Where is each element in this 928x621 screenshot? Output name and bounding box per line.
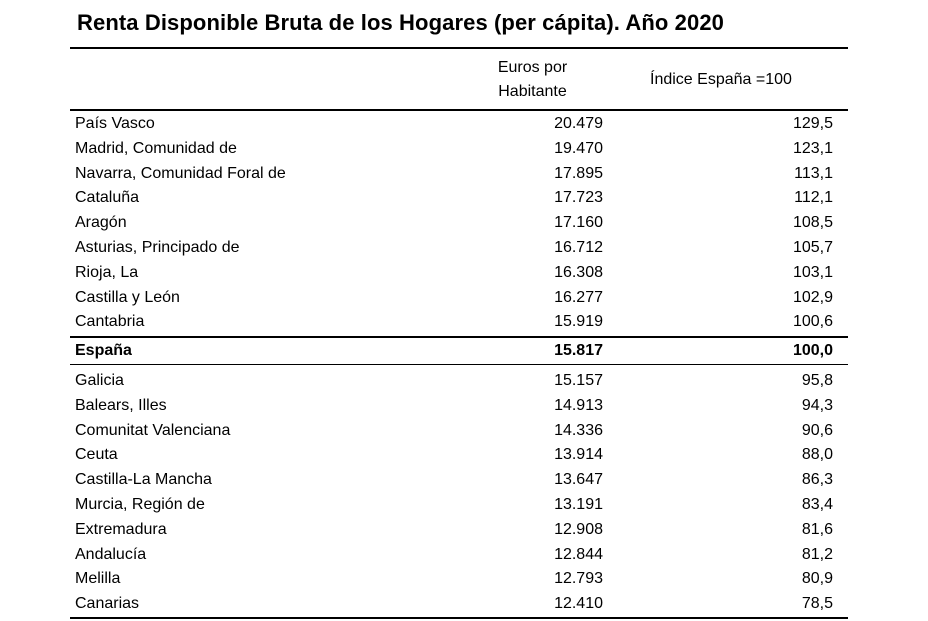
row-index: 112,1: [794, 189, 833, 207]
row-name: Balears, Illes: [75, 396, 167, 414]
row-euros: 15.817: [554, 342, 603, 359]
table-bottom-rule: [70, 617, 848, 619]
row-index: 83,4: [801, 496, 833, 513]
table-row: [70, 261, 848, 286]
total-rule-bottom: [70, 364, 848, 365]
row-index: 103,1: [792, 263, 833, 281]
row-index: 90,6: [801, 421, 833, 439]
row-name: País Vasco: [75, 115, 155, 132]
row-index: 108,5: [792, 214, 833, 232]
table-row: [70, 162, 848, 187]
table-row: [70, 369, 848, 394]
table-row: [70, 186, 848, 211]
row-index: 129,5: [792, 115, 833, 132]
table-row: [70, 468, 848, 493]
row-index: 95,8: [801, 372, 833, 389]
row-name: Extremadura: [75, 520, 167, 538]
header-rule: [70, 109, 848, 111]
row-index: 113,1: [794, 164, 833, 182]
row-name: Ceuta: [75, 446, 118, 464]
table-row: [70, 592, 848, 617]
row-name: Madrid, Comunidad de: [75, 139, 237, 157]
row-index: 81,6: [801, 520, 833, 538]
row-euros: 17.160: [554, 214, 603, 232]
row-euros: 12.908: [554, 520, 603, 538]
row-name: Murcia, Región de: [75, 496, 205, 513]
row-euros: 12.410: [554, 595, 603, 613]
row-name: Galicia: [75, 372, 124, 389]
row-euros: 14.336: [554, 421, 603, 439]
table-row: [70, 310, 848, 335]
row-index: 105,7: [792, 239, 833, 256]
row-euros: 16.277: [554, 288, 603, 306]
row-name: Andalucía: [75, 545, 147, 563]
header-euros-line2: Habitante: [498, 83, 567, 100]
row-index: 100,6: [792, 313, 833, 331]
header-index: Índice España =100: [650, 71, 792, 88]
row-name: Castilla-La Mancha: [75, 471, 212, 489]
row-euros: 19.470: [554, 139, 603, 157]
row-index: 78,5: [801, 595, 833, 613]
title-rule: [70, 47, 848, 49]
row-euros: 16.308: [554, 263, 603, 281]
row-index: 86,3: [801, 471, 833, 489]
table-row: [70, 286, 848, 311]
table-row: [70, 112, 848, 137]
table-row: [70, 443, 848, 468]
row-name: Comunitat Valenciana: [75, 421, 231, 439]
row-index: 102,9: [792, 288, 833, 306]
row-name: Canarias: [75, 595, 140, 613]
row-euros: 13.191: [554, 496, 603, 513]
row-euros: 13.647: [554, 471, 603, 489]
row-index: 94,3: [801, 396, 833, 414]
table-row: [70, 394, 848, 419]
row-index: 80,9: [801, 570, 833, 588]
row-index: 88,0: [801, 446, 833, 464]
table-row: [70, 211, 848, 236]
row-euros: 12.844: [554, 545, 603, 563]
row-index: 81,2: [801, 545, 833, 563]
row-index: 100,0: [792, 342, 833, 359]
row-euros: 16.712: [554, 239, 603, 256]
row-name: Cantabria: [75, 313, 145, 331]
row-name: Asturias, Principado de: [75, 239, 240, 256]
row-euros: 17.895: [554, 164, 603, 182]
row-name: Navarra, Comunidad Foral de: [75, 164, 286, 182]
table-row: [70, 236, 848, 261]
table-row: [70, 493, 848, 518]
table-row: [70, 543, 848, 568]
page-title: Renta Disponible Bruta de los Hogares (per cápita). Año 2020: [77, 10, 724, 35]
row-name: Cataluña: [75, 189, 140, 207]
row-euros: 20.479: [554, 115, 603, 132]
row-name: Aragón: [75, 214, 127, 232]
table-row-total: [70, 339, 848, 364]
row-euros: 15.157: [554, 372, 603, 389]
row-euros: 13.914: [554, 446, 603, 464]
row-name: Melilla: [75, 570, 121, 588]
header-euros: [480, 56, 585, 104]
total-rule-top: [70, 336, 848, 338]
row-index: 123,1: [792, 139, 833, 157]
row-euros: 14.913: [554, 396, 603, 414]
row-name: Castilla y León: [75, 288, 180, 306]
table-row: [70, 419, 848, 444]
header-euros-line1: Euros por: [497, 59, 568, 76]
row-euros: 15.919: [554, 313, 603, 331]
table-row: [70, 137, 848, 162]
row-name: Rioja, La: [75, 263, 139, 281]
table-row: [70, 518, 848, 543]
row-euros: 17.723: [554, 189, 603, 207]
row-name: España: [75, 342, 132, 359]
row-euros: 12.793: [554, 570, 603, 588]
table-row: [70, 567, 848, 592]
